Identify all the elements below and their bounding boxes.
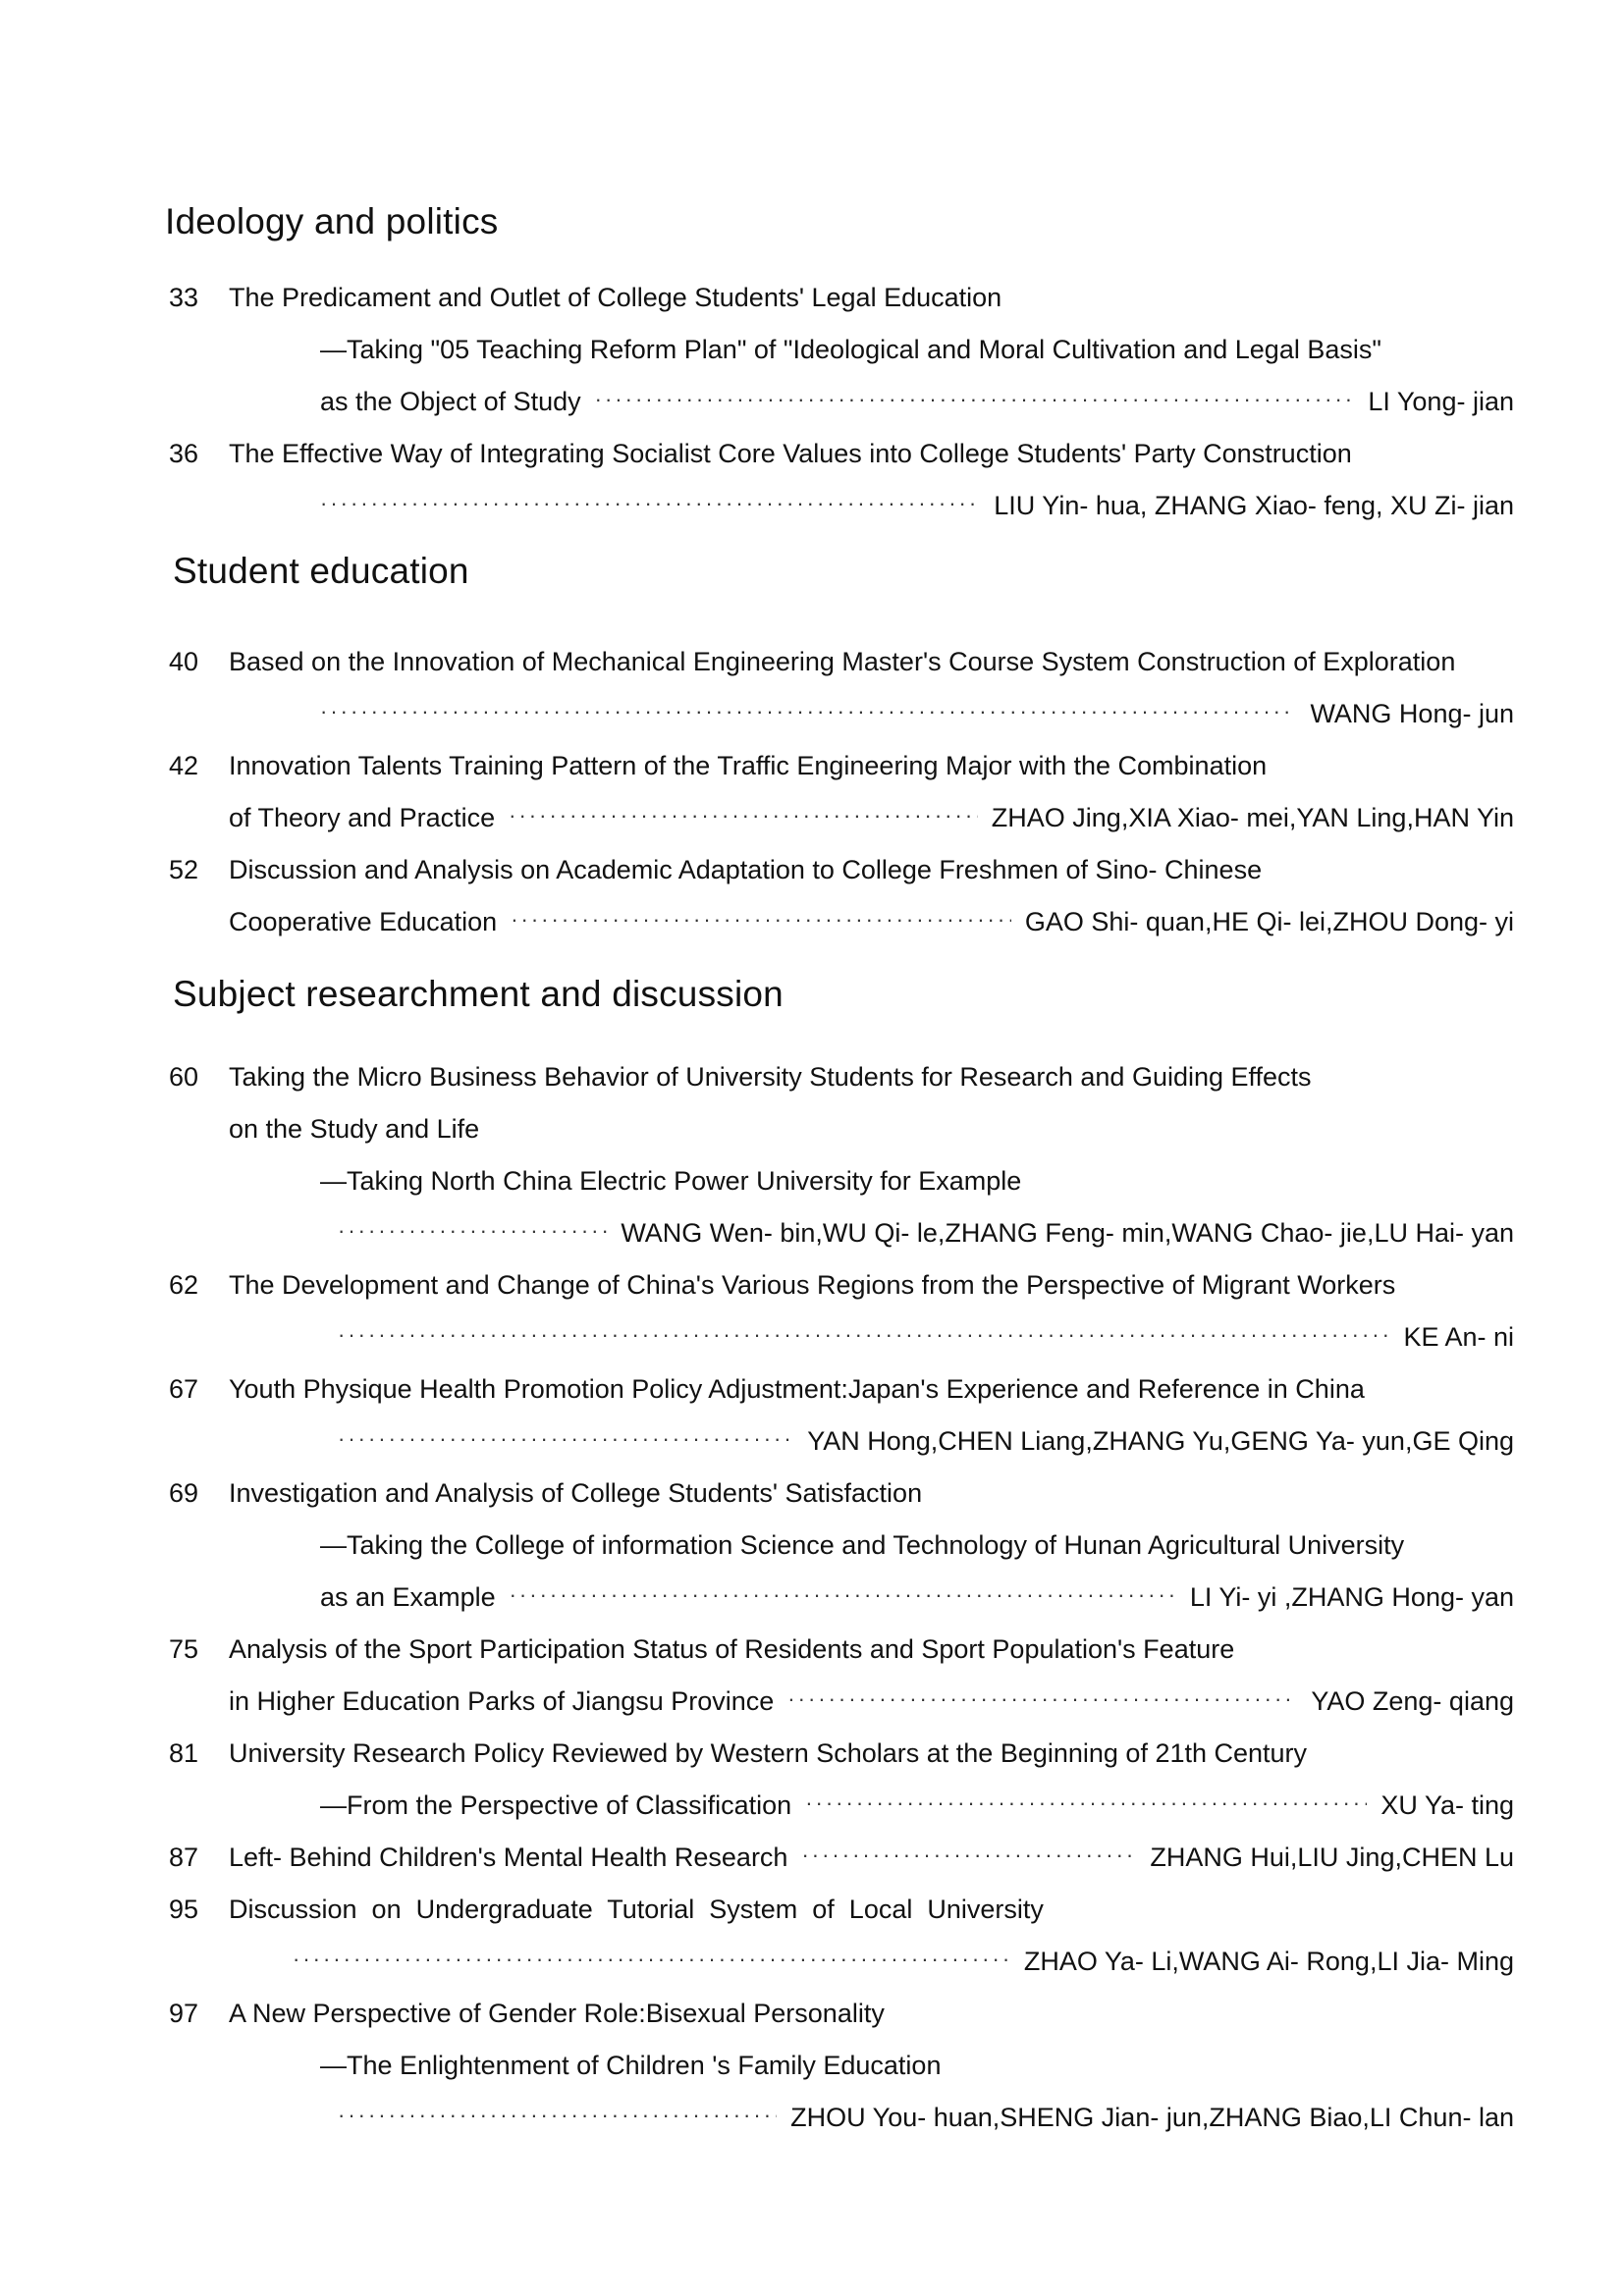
entry-title-text: The Development and Change of China's Various Regions from the Perspective of Migrant Workers — [229, 1270, 1396, 1300]
dot-leader — [293, 1940, 1010, 1979]
dot-leader — [338, 1419, 793, 1459]
entry-continuation-text: of Theory and Practice — [229, 803, 496, 832]
entry-authors: YAN Hong,CHEN Liang,ZHANG Yu,GENG Ya- yun,GE Qing — [807, 1426, 1514, 1456]
entry-authors: KE An- ni — [1403, 1322, 1514, 1352]
page-number: 87 — [169, 1842, 199, 1872]
entry-author-line[interactable] — [229, 902, 1514, 941]
page-number: 97 — [169, 1999, 199, 2028]
entry-authors: YAO Zeng- qiang — [1311, 1686, 1514, 1716]
entry-title-text: Taking the Micro Business Behavior of University Students for Research and Guiding Effects — [229, 1062, 1312, 1092]
entry-title-text: on the Study and Life — [229, 1114, 480, 1144]
entry-title[interactable] — [229, 1473, 922, 1513]
page-number: 81 — [169, 1738, 199, 1768]
entry-title-text: Investigation and Analysis of College Students' Satisfaction — [229, 1478, 923, 1508]
dot-leader — [320, 692, 1296, 731]
entry-subtitle-text: —Taking the College of information Science and Technology of Hunan Agricultural University — [320, 1530, 1405, 1560]
entry-authors: LIU Yin- hua, ZHANG Xiao- feng, XU Zi- jian — [994, 491, 1514, 520]
entry-subtitle[interactable] — [320, 2046, 941, 2085]
entry-author-line[interactable] — [229, 1838, 1514, 1877]
entry-author-line[interactable] — [320, 382, 1514, 421]
entry-author-line[interactable] — [338, 1213, 1514, 1253]
page-number: 36 — [169, 439, 199, 468]
entry-title-text: Discussion and Analysis on Academic Adaptation to College Freshmen of Sino- Chinese — [229, 855, 1263, 884]
entry-subtitle-text: —Taking "05 Teaching Reform Plan" of "Ideological and Moral Cultivation and Legal Basis" — [320, 335, 1381, 364]
entry-authors: ZHAO Jing,XIA Xiao- mei,YAN Ling,HAN Yin — [991, 803, 1514, 832]
entry-title-text: University Research Policy Reviewed by Western Scholars at the Beginning of 21th Century — [229, 1738, 1308, 1768]
entry-subtitle[interactable] — [320, 1161, 1021, 1201]
entry-title[interactable] — [229, 1057, 1312, 1096]
page-number: 62 — [169, 1270, 199, 1300]
entry-title[interactable] — [229, 850, 1262, 889]
page-number: 42 — [169, 751, 199, 780]
dot-leader — [511, 900, 1011, 939]
dot-leader — [787, 1680, 1297, 1719]
page-number: 69 — [169, 1478, 199, 1508]
dot-leader — [338, 1211, 607, 1251]
entry-author-line[interactable] — [293, 1942, 1514, 1981]
dot-leader — [801, 1836, 1136, 1875]
section-title: Subject researchment and discussion — [173, 974, 784, 1014]
entry-title-text: Discussion on Undergraduate Tutorial System of Local University — [229, 1895, 1044, 1924]
entry-continuation-text: Cooperative Education — [229, 907, 498, 936]
entry-title-text: The Effective Way of Integrating Socialist Core Values into College Students' Party Construction — [229, 439, 1352, 468]
section-title: Student education — [173, 551, 469, 591]
entry-author-line[interactable] — [338, 1317, 1514, 1357]
entry-title[interactable] — [229, 642, 1455, 681]
entry-subtitle-text: —The Enlightenment of Children 's Family Education — [320, 2051, 942, 2080]
entry-title-text: Youth Physique Health Promotion Policy Adjustment:Japan's Experience and Reference in China — [229, 1374, 1365, 1404]
page-number: 75 — [169, 1634, 199, 1664]
entry-title[interactable] — [229, 1994, 885, 2033]
entry-title[interactable] — [229, 1369, 1365, 1409]
section-title: Ideology and politics — [165, 201, 499, 241]
entry-continuation-text: as the Object of Study — [320, 387, 581, 416]
dot-leader — [510, 1575, 1176, 1615]
page-number: 40 — [169, 647, 199, 676]
entry-title[interactable] — [229, 1629, 1234, 1669]
page-number: 33 — [169, 283, 199, 312]
entry-title-text: Analysis of the Sport Participation Status of Residents and Sport Population's Feature — [229, 1634, 1235, 1664]
entry-author-line[interactable] — [338, 2098, 1514, 2137]
entry-title[interactable] — [229, 278, 1001, 317]
entry-author-line[interactable] — [320, 1786, 1514, 1825]
entry-title-text: Based on the Innovation of Mechanical Engineering Master's Course System Construction of Exploration — [229, 647, 1456, 676]
page-number: 52 — [169, 855, 199, 884]
page-number: 95 — [169, 1895, 199, 1924]
entry-title-continuation[interactable] — [229, 1109, 479, 1148]
entry-continuation-text: in Higher Education Parks of Jiangsu Province — [229, 1686, 775, 1716]
dot-leader — [595, 380, 1355, 419]
entry-subtitle[interactable] — [320, 330, 1381, 369]
entry-author-line[interactable] — [320, 694, 1514, 733]
entry-author-line[interactable] — [229, 1682, 1514, 1721]
entry-title-text: Innovation Talents Training Pattern of the Traffic Engineering Major with the Combination — [229, 751, 1268, 780]
entry-continuation-text: as an Example — [320, 1582, 496, 1612]
entry-title[interactable] — [229, 746, 1267, 785]
page-number: 67 — [169, 1374, 199, 1404]
page-number: 60 — [169, 1062, 199, 1092]
entry-title-text: Left- Behind Children's Mental Health Research — [229, 1842, 788, 1872]
entry-title-text: The Predicament and Outlet of College Students' Legal Education — [229, 283, 1002, 312]
entry-author-line[interactable] — [338, 1421, 1514, 1461]
entry-continuation-text: —From the Perspective of Classification — [320, 1790, 792, 1820]
entry-author-line[interactable] — [229, 798, 1514, 837]
entry-authors: XU Ya- ting — [1380, 1790, 1514, 1820]
entry-title[interactable] — [229, 1890, 1044, 1929]
entry-title-text: A New Perspective of Gender Role:Bisexual Personality — [229, 1999, 885, 2028]
entry-subtitle-text: —Taking North China Electric Power University for Example — [320, 1166, 1022, 1196]
entry-author-line[interactable] — [320, 1577, 1514, 1617]
entry-authors: LI Yi- yi ,ZHANG Hong- yan — [1189, 1582, 1514, 1612]
dot-leader — [338, 2096, 777, 2135]
entry-author-line[interactable] — [320, 486, 1514, 525]
entry-authors: GAO Shi- quan,HE Qi- lei,ZHOU Dong- yi — [1024, 907, 1514, 936]
entry-title[interactable] — [229, 1265, 1395, 1305]
dot-leader — [805, 1784, 1367, 1823]
dot-leader — [509, 796, 978, 835]
entry-authors: ZHAO Ya- Li,WANG Ai- Rong,LI Jia- Ming — [1023, 1947, 1514, 1976]
entry-title[interactable] — [229, 434, 1352, 473]
entry-authors: ZHANG Hui,LIU Jing,CHEN Lu — [1150, 1842, 1514, 1872]
entry-authors: ZHOU You- huan,SHENG Jian- jun,ZHANG Biao,LI Chun- lan — [790, 2103, 1514, 2132]
entry-authors: LI Yong- jian — [1368, 387, 1514, 416]
dot-leader — [320, 484, 980, 523]
dot-leader — [338, 1315, 1389, 1355]
entry-subtitle[interactable] — [320, 1525, 1404, 1565]
entry-authors: WANG Wen- bin,WU Qi- le,ZHANG Feng- min,WANG Chao- jie,LU Hai- yan — [621, 1218, 1514, 1248]
entry-authors: WANG Hong- jun — [1310, 699, 1514, 728]
entry-title[interactable] — [229, 1734, 1307, 1773]
